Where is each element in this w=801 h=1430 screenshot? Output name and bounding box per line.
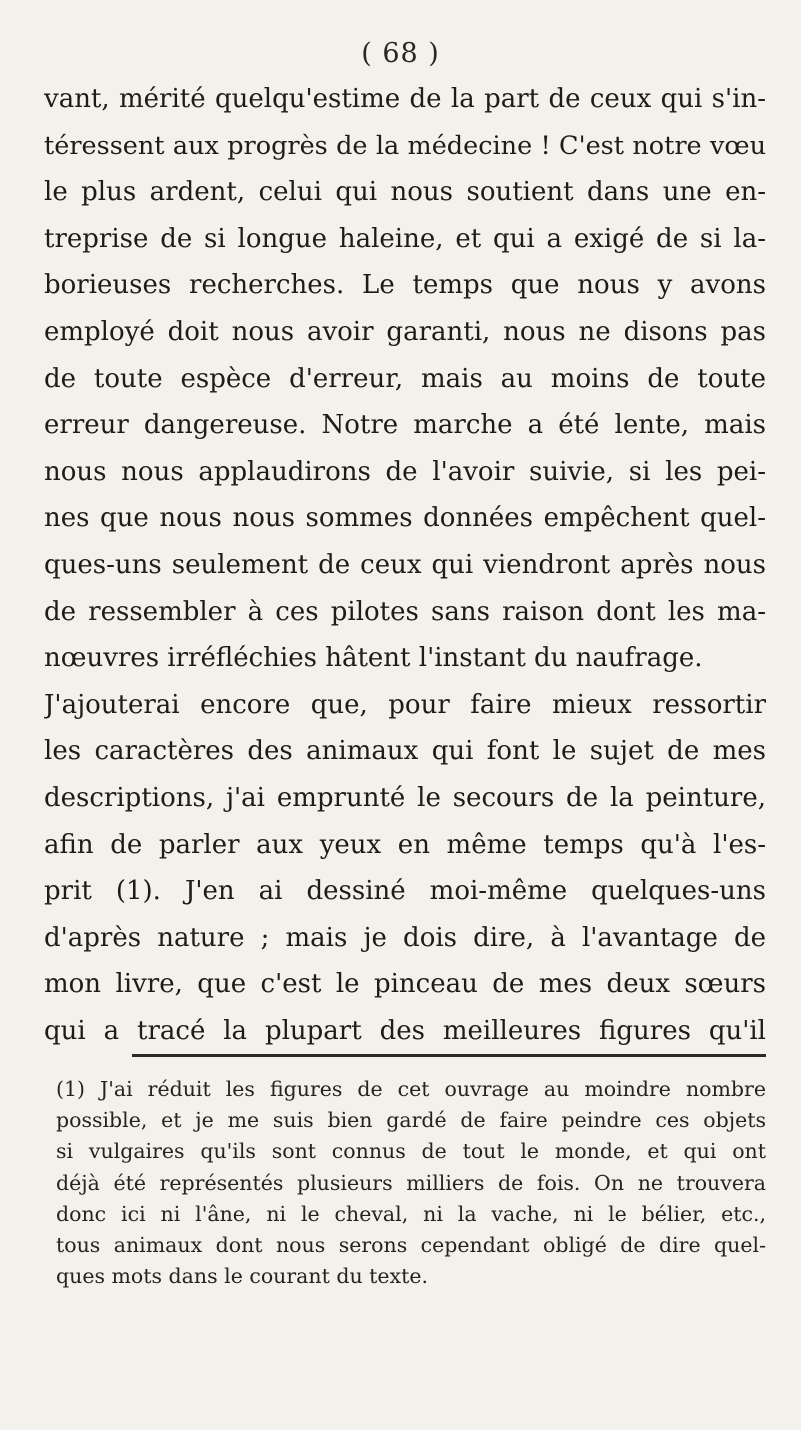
text-line: prit (1). J'en ai dessiné moi-même quelques-uns <box>44 876 766 907</box>
text-line: vant, mérité quelqu'estime de la part de ceux qui s'in- <box>44 84 766 114</box>
text-line: employé doit nous avoir garanti, nous ne disons pas <box>44 316 766 347</box>
text-line: téressent aux progrès de la médecine ! C'est notre vœu <box>44 130 766 161</box>
footnote-line: ques mots dans le courant du texte. <box>56 1264 429 1289</box>
footnote-line: déjà été représentés plusieurs milliers de fois. On ne trouvera <box>56 1170 766 1195</box>
text-line: mon livre, que c'est le pinceau de mes deux sœurs <box>44 969 766 1000</box>
footnote-line: (1) J'ai réduit les figures de cet ouvrage au moindre nombre <box>56 1077 766 1101</box>
footnote-line: si vulgaires qu'ils sont connus de tout le monde, et qui ont <box>56 1139 766 1164</box>
text-line: de toute espèce d'erreur, mais au moins de toute <box>44 363 766 394</box>
page-number: ( 68 ) <box>361 38 440 69</box>
text-line: qui a tracé la plupart des meilleures figures qu'il <box>44 1015 766 1046</box>
text-line: erreur dangereuse. Notre marche a été lente, mais <box>44 410 766 441</box>
text-line: ques-uns seulement de ceux qui viendront après nous <box>44 549 766 580</box>
text-line: descriptions, j'ai emprunté le secours de la peinture, <box>44 782 766 813</box>
footnote-line: tous animaux dont nous serons cependant obligé de dire quel- <box>56 1232 766 1257</box>
text-line: nes que nous nous sommes données empêchent quel- <box>44 503 766 534</box>
footnote-line: possible, et je me suis bien gardé de faire peindre ces objets <box>56 1108 766 1133</box>
text-line: nœuvres irréfléchies hâtent l'instant du naufrage. <box>44 643 703 674</box>
text-line: les caractères des animaux qui font le sujet de mes <box>44 736 766 767</box>
body-text <box>44 76 766 1054</box>
text-line: treprise de si longue haleine, et qui a exigé de si la- <box>44 223 766 254</box>
text-line: de ressembler à ces pilotes sans raison dont les ma- <box>44 596 766 627</box>
text-line: d'après nature ; mais je dois dire, à l'avantage de <box>44 922 766 953</box>
footnote-line: donc ici ni l'âne, ni le cheval, ni la vache, ni le bélier, etc., <box>56 1201 766 1226</box>
text-line: J'ajouterai encore que, pour faire mieux ressortir <box>44 689 766 720</box>
text-line: borieuses recherches. Le temps que nous y avons <box>44 270 766 301</box>
footnote <box>56 1074 766 1292</box>
text-line: le plus ardent, celui qui nous soutient dans une en- <box>44 177 766 208</box>
footnote-divider <box>132 1054 766 1057</box>
text-line: afin de parler aux yeux en même temps qu'à l'es- <box>44 829 766 860</box>
text-line: nous nous applaudirons de l'avoir suivie, si les pei- <box>44 456 766 487</box>
